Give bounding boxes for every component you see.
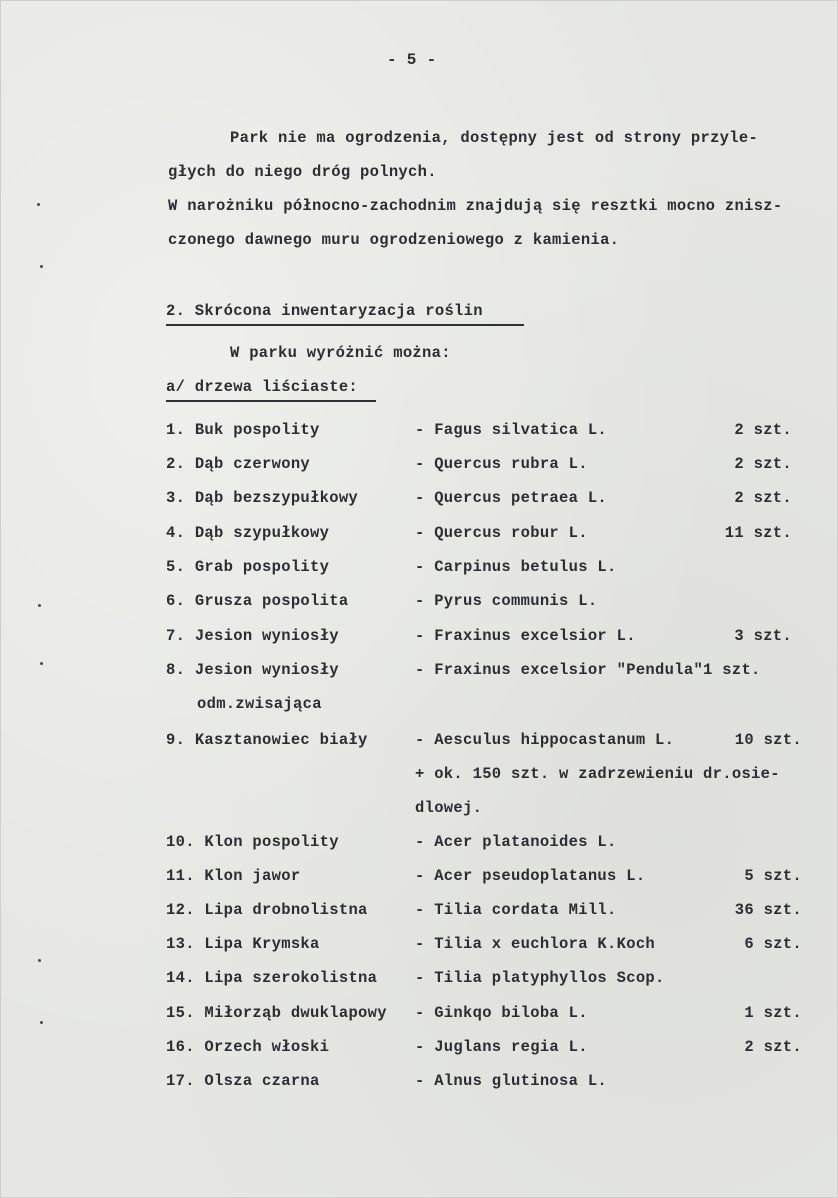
tree-extra-note-1: + ok. 150 szt. w zadrzewieniu dr.osie- [415,765,780,783]
scan-speck [38,604,41,607]
tree-latin-name: - Fraxinus excelsior "Pendula"1 szt. [415,661,761,679]
section-heading-underline [166,324,524,326]
section-heading: 2. Skrócona inwentaryzacja roślin [166,302,483,320]
tree-row-3 [166,488,358,508]
tree-number: 13. [166,935,195,953]
tree-polish-name: Jesion wyniosły [194,627,339,645]
tree-latin-name: - Quercus robur L. [415,524,588,542]
tree-row-11 [166,866,300,886]
tree-row-5 [166,557,329,577]
intro-line-1: Park nie ma ogrodzenia, dostępny jest od strony przyle- [230,129,759,147]
tree-number: 12. [166,901,195,919]
tree-latin-name: - Ginkqo biloba L. [415,1004,588,1022]
tree-latin-name: - Acer platanoides L. [415,833,617,851]
tree-latin-name: - Pyrus communis L. [415,592,598,610]
tree-row-1 [166,420,320,440]
tree-count: 36 szt. [734,901,802,919]
tree-number: 10. [166,833,195,851]
tree-number: 1. [166,421,186,439]
tree-latin-name: - Quercus rubra L. [415,455,588,473]
tree-variety-note: odm.zwisająca [197,695,322,713]
tree-number: 11. [166,867,195,885]
tree-number: 16. [166,1038,195,1056]
tree-polish-name: Klon pospolity [204,833,339,851]
tree-latin-name: - Carpinus betulus L. [415,558,617,576]
tree-number: 7. [166,627,186,645]
tree-polish-name: Dąb czerwony [194,455,311,473]
tree-number: 4. [166,524,186,542]
tree-polish-name: Dąb bezszypułkowy [194,489,359,507]
tree-row-2 [166,454,310,474]
tree-latin-name: - Acer pseudoplatanus L. [415,867,646,885]
tree-row-12 [166,900,368,920]
scan-speck [38,959,41,962]
tree-number: 15. [166,1004,195,1022]
tree-number: 6. [166,592,186,610]
tree-row-8 [166,660,339,680]
tree-row-10 [166,832,339,852]
tree-latin-name: - Tilia x euchlora K.Koch [415,935,656,953]
tree-count: 10 szt. [734,731,802,749]
tree-latin-name: - Fraxinus excelsior L. [415,627,636,645]
section-lead: W parku wyróżnić można: [230,344,451,362]
intro-line-3: W narożniku północno-zachodnim znajdują się resztki mocno znisz- [168,197,783,215]
tree-count: 1 szt. [744,1004,802,1022]
tree-polish-name: Lipa drobnolistna [204,901,368,919]
tree-count: 3 szt. [734,627,792,645]
tree-number: 9. [166,731,186,749]
tree-polish-name: Miłorząb dwuklapowy [204,1004,387,1022]
tree-number: 3. [166,489,186,507]
tree-latin-name: - Aesculus hippocastanum L. [415,731,675,749]
tree-count: 5 szt. [744,867,802,885]
tree-count: 2 szt. [744,1038,802,1056]
tree-polish-name: Orzech włoski [204,1038,330,1056]
tree-number: 14. [166,969,195,987]
tree-latin-name: - Alnus glutinosa L. [415,1072,608,1090]
tree-row-15 [166,1003,387,1023]
tree-polish-name: Jesion wyniosły [194,661,339,679]
tree-count: 6 szt. [744,935,802,953]
tree-polish-name: Klon jawor [204,867,301,885]
tree-polish-name: Dąb szypułkowy [194,524,330,542]
tree-polish-name: Olsza czarna [204,1072,320,1090]
tree-row-13 [166,934,320,954]
scan-speck [37,203,40,206]
tree-extra-note-2: dlowej. [415,799,483,817]
tree-latin-name: - Tilia cordata Mill. [415,901,617,919]
tree-row-16 [166,1037,329,1057]
tree-row-6 [166,591,348,611]
tree-row-17 [166,1071,320,1091]
tree-polish-name: Grab pospolity [194,558,330,576]
tree-row-7 [166,626,339,646]
intro-line-2: głych do niego dróg polnych. [168,163,437,181]
tree-polish-name: Buk pospolity [194,421,320,439]
subheading-underline [166,400,376,402]
tree-number: 2. [166,455,186,473]
tree-count: 2 szt. [734,455,792,473]
tree-row-4 [166,523,329,543]
tree-number: 17. [166,1072,195,1090]
tree-polish-name: Lipa Krymska [204,935,320,953]
page-number: - 5 - [387,51,437,69]
scan-speck [40,265,43,268]
tree-latin-name: - Tilia platyphyllos Scop. [415,969,665,987]
tree-polish-name: Kasztanowiec biały [194,731,368,749]
tree-latin-name: - Quercus petraea L. [415,489,608,507]
subheading: a/ drzewa liściaste: [166,378,359,396]
tree-count: 2 szt. [734,421,792,439]
tree-latin-name: - Fagus silvatica L. [415,421,608,439]
intro-line-4: czonego dawnego muru ogrodzeniowego z kamienia. [168,231,620,249]
tree-number: 8. [166,661,186,679]
tree-polish-name: Grusza pospolita [194,592,349,610]
tree-polish-name: Lipa szerokolistna [204,969,378,987]
scan-speck [40,662,43,665]
tree-count: 2 szt. [734,489,792,507]
tree-latin-name: - Juglans regia L. [415,1038,588,1056]
tree-row-9 [166,730,368,750]
tree-count: 11 szt. [724,524,792,542]
tree-number: 5. [166,558,186,576]
scan-speck [40,1021,43,1024]
tree-row-14 [166,968,377,988]
